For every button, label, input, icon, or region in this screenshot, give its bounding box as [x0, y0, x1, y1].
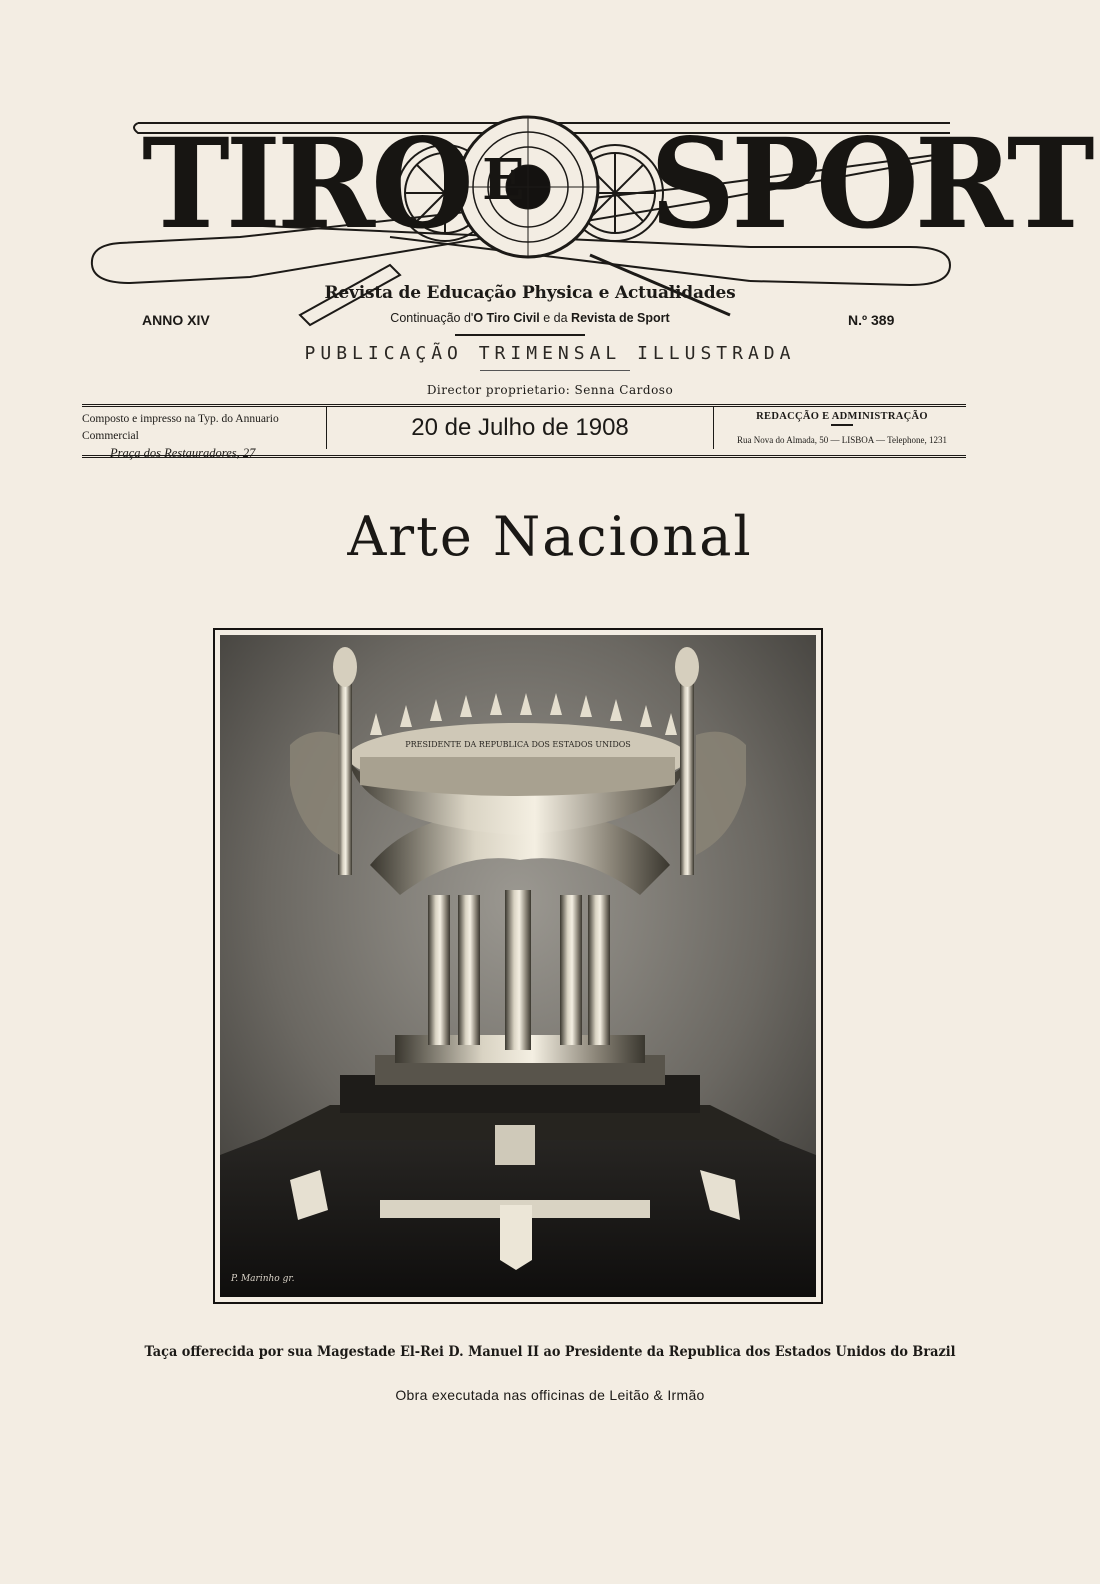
publication-frequency: PUBLICAÇÃO TRIMENSAL ILLUSTRADA — [304, 343, 796, 364]
continuation-middle: e da — [539, 311, 572, 325]
editorial-office-address: Rua Nova do Almada, 50 — LISBOA — Telephone, 1231 — [737, 435, 947, 445]
editorial-rule — [831, 424, 853, 426]
printer-info — [82, 411, 322, 460]
issue-date: 20 de Julho de 1908 — [326, 407, 714, 449]
continuation-line — [310, 311, 750, 325]
engraver-signature: P. Marinho gr. — [231, 1274, 295, 1284]
photo-frame — [213, 628, 823, 1304]
bowl-inscription: PRESIDENTE DA REPUBLICA DOS ESTADOS UNIDOS — [405, 740, 631, 749]
photo-credit: Obra executada nas officinas de Leitão & Irmão — [395, 1387, 705, 1403]
trophy-photograph — [220, 635, 816, 1297]
printer-address: Praça dos Restauradores, 27 — [110, 446, 256, 460]
issue-number: N.º 389 — [848, 312, 895, 328]
masthead — [90, 110, 1091, 335]
editorial-office-title: REDACÇÃO E ADMINISTRAÇÃO — [756, 411, 928, 422]
photo-caption: Taça offerecida por sua Magestade El-Rei D. Manuel II ao Presidente da Republica dos Estados Unidos do Brazil — [144, 1344, 956, 1360]
continuation-prefix: Continuação d' — [390, 311, 474, 325]
continuation-publication-2: Revista de Sport — [571, 311, 670, 325]
editorial-office — [718, 411, 966, 445]
director-line: Director proprietario: Senna Cardoso — [426, 383, 674, 397]
masthead-title-right: SPORT — [650, 110, 1091, 257]
masthead-title-left: TIRO — [142, 110, 470, 257]
article-headline: Arte Nacional — [347, 505, 753, 568]
volume-number: ANNO XIV — [142, 312, 210, 328]
continuation-publication-1: O Tiro Civil — [473, 311, 540, 325]
masthead-title-connector: E — [482, 147, 525, 213]
info-bar — [82, 404, 966, 458]
subtitle-rule — [455, 334, 585, 336]
director-rule — [480, 370, 630, 371]
printer-line: Composto e impresso na Typ. do Annuario Commercial — [82, 413, 279, 442]
masthead-subtitle: Revista de Educação Physica e Actualidades — [324, 283, 736, 303]
